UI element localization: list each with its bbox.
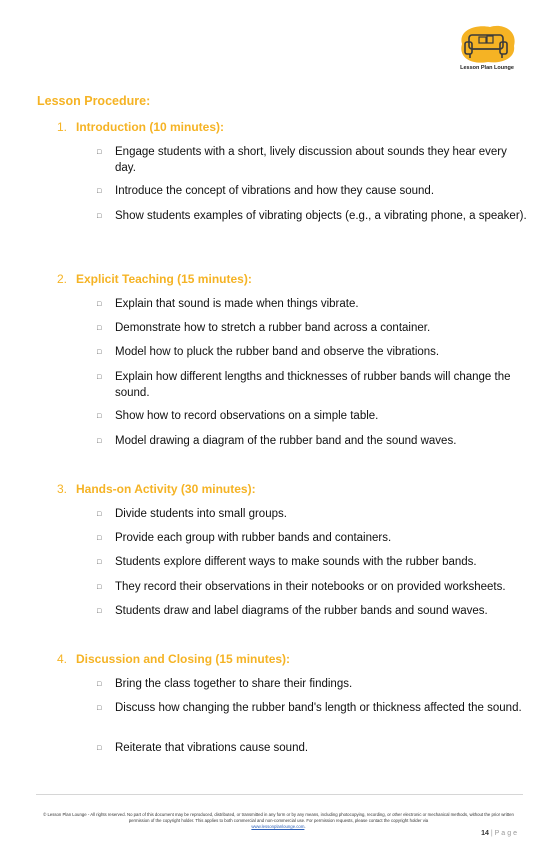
logo <box>452 22 522 74</box>
list-item <box>97 676 527 692</box>
section-title-text: Explicit Teaching (15 minutes): <box>76 272 252 286</box>
list-item <box>97 369 527 401</box>
bullet-icon: □ <box>97 705 102 712</box>
list-item-text: Explain that sound is made when things vibrate. <box>115 298 359 310</box>
list-item-text: Explain how different lengths and thicknesses of rubber bands will change the sound. <box>115 371 511 399</box>
bullet-icon: □ <box>97 213 102 220</box>
list-item-text: Introduce the concept of vibrations and how they cause sound. <box>115 185 435 197</box>
footer-divider <box>36 794 523 795</box>
section-number: 4. <box>57 652 68 666</box>
website-link[interactable]: www.lessonplanlounge.com <box>251 824 305 829</box>
bullet-icon: □ <box>97 535 102 542</box>
logo-text: Lesson Plan Lounge <box>460 65 514 71</box>
bullet-icon: □ <box>97 349 102 356</box>
bullet-icon: □ <box>97 745 102 752</box>
list-item-text: Bring the class together to share their findings. <box>115 678 353 690</box>
footer-copyright <box>40 812 517 830</box>
list-item-text: Students draw and label diagrams of the rubber bands and sound waves. <box>115 605 488 617</box>
section-title-text: Hands-on Activity (30 minutes): <box>76 482 256 496</box>
list-item <box>97 320 527 336</box>
section-title-text: Introduction (10 minutes): <box>76 120 224 134</box>
list-item <box>97 144 527 176</box>
list-item-text: Show how to record observations on a simple table. <box>115 410 379 422</box>
list-item-text: Provide each group with rubber bands and containers. <box>115 532 392 544</box>
list-item-text: Model how to pluck the rubber band and observe the vibrations. <box>115 346 440 358</box>
list-item-text: Divide students into small groups. <box>115 508 287 520</box>
section-number: 1. <box>57 120 68 134</box>
section-number: 2. <box>57 272 68 286</box>
list-item <box>97 208 527 224</box>
list-item-text: Demonstrate how to stretch a rubber band across a container. <box>115 322 431 334</box>
list-item-text: Reiterate that vibrations cause sound. <box>115 742 309 754</box>
bullet-icon: □ <box>97 584 102 591</box>
section-number: 3. <box>57 482 68 496</box>
section-title-explicit-teaching <box>57 272 252 286</box>
page-label: Page <box>494 830 519 837</box>
list-item-text: Show students examples of vibrating objects (e.g., a vibrating phone, a speaker). <box>115 210 527 222</box>
bullet-icon: □ <box>97 608 102 615</box>
list-item <box>97 530 527 546</box>
bullet-icon: □ <box>97 374 102 381</box>
list-item <box>97 579 527 595</box>
lesson-procedure-heading: Lesson Procedure: <box>37 94 151 108</box>
list-item <box>97 506 527 522</box>
bullet-icon: □ <box>97 681 102 688</box>
bullet-icon: □ <box>97 325 102 332</box>
bullet-icon: □ <box>97 149 102 156</box>
section-title-text: Discussion and Closing (15 minutes): <box>76 652 291 666</box>
page-number <box>481 830 519 837</box>
bullet-icon: □ <box>97 438 102 445</box>
list-item-text: Engage students with a short, lively discussion about sounds they hear every day. <box>115 146 507 174</box>
bullet-icon: □ <box>97 301 102 308</box>
list-item <box>97 740 527 756</box>
list-item-text: Students explore different ways to make sounds with the rubber bands. <box>115 556 477 568</box>
list-item <box>97 700 527 716</box>
list-item-text: Discuss how changing the rubber band's length or thickness affected the sound. <box>115 702 522 714</box>
section-title-introduction <box>57 120 224 134</box>
section-title-discussion-closing <box>57 652 290 666</box>
page-number-value: 14 <box>481 830 489 837</box>
list-item <box>97 433 527 449</box>
list-item <box>97 344 527 360</box>
list-item <box>97 554 527 570</box>
copyright-text: © Lesson Plan Lounge - All rights reserved. No part of this document may be reproduced, distributed, or transmitted in any form or by any means, including photocopying, recording, or other electronic or mechanical methods, without the prior written permission of the copyright holder. This applies to both commercial and non-commercial use. For permission requests, please contact the copyright holder via <box>43 812 514 823</box>
bullet-icon: □ <box>97 188 102 195</box>
section-title-hands-on-activity <box>57 482 256 496</box>
list-item <box>97 296 527 312</box>
list-item <box>97 183 527 199</box>
list-item <box>97 408 527 424</box>
page-separator: | <box>490 830 493 837</box>
link-suffix: . <box>304 824 306 829</box>
list-item-text: Model drawing a diagram of the rubber band and the sound waves. <box>115 435 457 447</box>
list-item <box>97 603 527 619</box>
bullet-icon: □ <box>97 511 102 518</box>
sofa-icon <box>452 22 522 66</box>
bullet-icon: □ <box>97 559 102 566</box>
bullet-icon: □ <box>97 413 102 420</box>
list-item-text: They record their observations in their notebooks or on provided worksheets. <box>115 581 506 593</box>
